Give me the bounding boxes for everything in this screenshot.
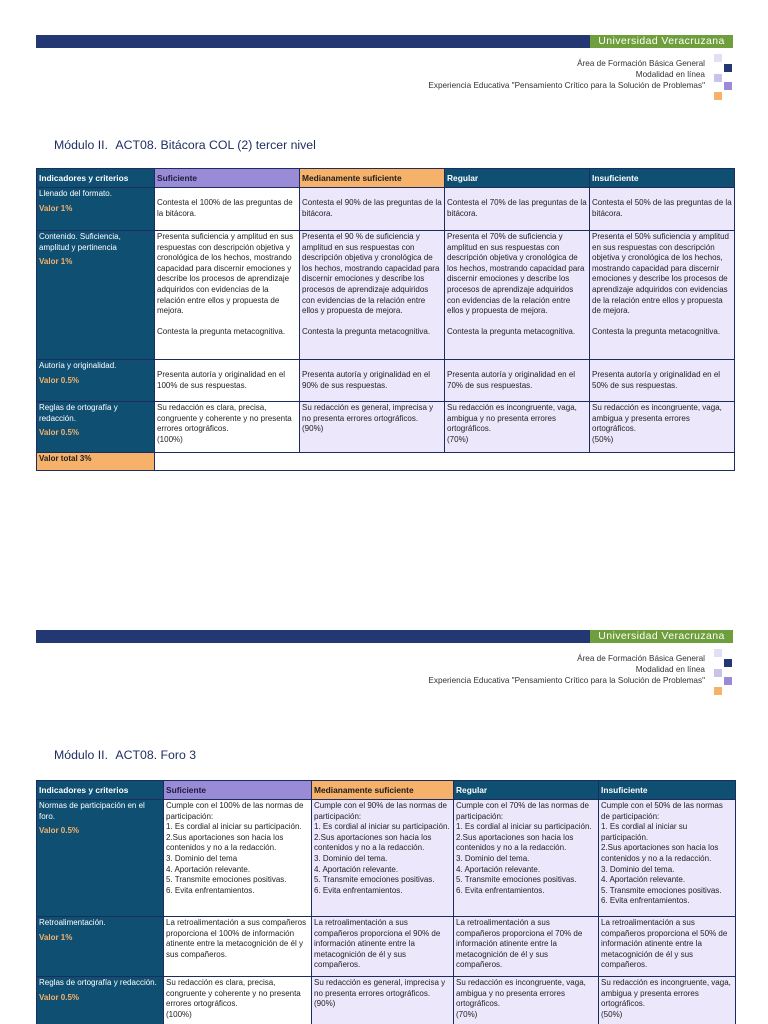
cell-insuficiente: La retroalimentación a sus compañeros proporciona el 50% de información atinente entre la metacognición de él y sus compañeros. <box>599 917 736 977</box>
total-label: Valor total 3% <box>37 453 155 471</box>
criterion-name: Normas de participación en el foro. <box>39 801 145 821</box>
rubric-table <box>36 780 736 1024</box>
cell-regular: Presenta autoría y originalidad en el 70% de sus respuestas. <box>445 360 590 402</box>
header-line-2: Modalidad en línea <box>635 665 705 674</box>
activity-title: ACT08. Bitácora COL (2) tercer nivel <box>115 138 316 152</box>
cell-suficiente: La retroalimentación a sus compañeros proporciona el 100% de información atinente entre la metacognición de él y sus compañeros. <box>164 917 312 977</box>
header-info <box>428 58 705 91</box>
criterion-cell <box>37 188 155 231</box>
header-suficiente: Suficiente <box>164 781 312 800</box>
header-line-2: Modalidad en línea <box>635 70 705 79</box>
cell-regular: Su redacción es incongruente, vaga, ambigua y no presenta errores ortográficos. (70%) <box>445 402 590 453</box>
page-2 <box>0 595 768 1024</box>
table-row <box>37 188 735 231</box>
total-empty-cell <box>155 453 735 471</box>
cell-medianamente: Contesta el 90% de las preguntas de la bitácora. <box>300 188 445 231</box>
cell-medianamente: Su redacción es general, imprecisa y no presenta errores ortográficos. (90%) <box>312 977 454 1024</box>
criterion-value: Valor 0.5% <box>39 826 80 836</box>
criterion-cell <box>37 800 164 917</box>
criterion-name: Retroalimentación. <box>39 918 106 927</box>
cell-suficiente: Contesta el 100% de las preguntas de la bitácora. <box>155 188 300 231</box>
cell-suficiente: Su redacción es clara, precisa, congruente y coherente y no presenta errores ortográficos. (100%) <box>155 402 300 453</box>
criterion-name: Reglas de ortografía y redacción. <box>39 978 157 987</box>
module-label: Módulo II. <box>54 138 108 152</box>
cell-medianamente: Presenta autoría y originalidad en el 90% de sus respuestas. <box>300 360 445 402</box>
criterion-cell <box>37 917 164 977</box>
table-row <box>37 917 736 977</box>
cell-regular: Contesta el 70% de las preguntas de la bitácora. <box>445 188 590 231</box>
header-medianamente: Medianamente suficiente <box>300 169 445 188</box>
criterion-cell <box>37 360 155 402</box>
cell-regular: Presenta el 70% de suficiencia y amplitud en sus respuestas con descripción objetiva y cronológica de los hechos, mostrando capacidad para discernir emociones y describe los procesos de aprendizaje adquiridos con evidencias de la relación entre ellos y propuesta de mejora. Contesta la pregunta metacognitiva. <box>445 231 590 360</box>
cell-suficiente: Presenta autoría y originalidad en el 100% de sus respuestas. <box>155 360 300 402</box>
criterion-value: Valor 0.5% <box>39 992 80 1002</box>
criterion-cell <box>37 402 155 453</box>
header-insuficiente: Insuficiente <box>590 169 735 188</box>
criterion-value: Valor 1% <box>39 932 73 942</box>
table-header-row <box>37 781 736 800</box>
page-title <box>54 138 316 152</box>
table-row <box>37 977 736 1024</box>
cell-regular: La retroalimentación a sus compañeros proporciona el 70% de información atinente entre la metacognición de él y sus compañeros. <box>454 917 599 977</box>
cell-regular: Su redacción es incongruente, vaga, ambigua y no presenta errores ortográficos. (70%) <box>454 977 599 1024</box>
header-insuficiente: Insuficiente <box>599 781 736 800</box>
header-line-1: Área de Formación Básica General <box>577 59 705 68</box>
header-info <box>428 653 705 686</box>
criterion-value: Valor 0.5% <box>39 375 80 385</box>
cell-medianamente: Su redacción es general, imprecisa y no presenta errores ortográficos. (90%) <box>300 402 445 453</box>
criterion-name: Autoría y originalidad. <box>39 361 117 370</box>
criterion-value: Valor 1% <box>39 203 73 213</box>
cell-insuficiente: Presenta el 50% suficiencia y amplitud en sus respuestas con descripción objetiva y cronológica de los hechos, mostrando capacidad para discernir emociones y describe los procesos de aprendizaje adquiridos con evidencias de la relación entre ellos y propuesta de mejora. Contesta la pregunta metacognitiva. <box>590 231 735 360</box>
cell-insuficiente: Cumple con el 50% de las normas de participación: 1. Es cordial al iniciar su participación. 2.Sus aportaciones son hacia los contenidos y no a la redacción. 3. Dominio del tema. 4. Aportación relevante. 5. Transmite emociones positivas. 6. Evita enfrentamientos. <box>599 800 736 917</box>
cell-insuficiente: Presenta autoría y originalidad en el 50% de sus respuestas. <box>590 360 735 402</box>
header-regular: Regular <box>454 781 599 800</box>
cell-insuficiente: Contesta el 50% de las preguntas de la bitácora. <box>590 188 735 231</box>
rubric-table <box>36 168 735 471</box>
cell-medianamente: Cumple con el 90% de las normas de participación: 1. Es cordial al iniciar su participación. 2.Sus aportaciones son hacia los contenidos y no a la redacción. 3. Dominio del tema. 4. Aportación relevante. 5. Transmite emociones positivas. 6. Evita enfrentamientos. <box>312 800 454 917</box>
criterion-cell <box>37 977 164 1024</box>
criterion-name: Contenido. Suficiencia, amplitud y pertinencia <box>39 232 121 252</box>
header-bar <box>36 630 733 643</box>
criterion-value: Valor 1% <box>39 257 73 267</box>
page-title <box>54 748 196 762</box>
criterion-name: Reglas de ortografía y redacción. <box>39 403 118 423</box>
cell-suficiente: Cumple con el 100% de las normas de participación: 1. Es cordial al iniciar su participación. 2.Sus aportaciones son hacia los contenidos y no a la redacción. 3. Dominio del tema 4. Aportación relevante. 5. Transmite emociones positivas. 6. Evita enfrentamientos. <box>164 800 312 917</box>
header-medianamente: Medianamente suficiente <box>312 781 454 800</box>
header-line-3: Experiencia Educativa "Pensamiento Crítico para la Solución de Problemas" <box>428 676 705 685</box>
total-row <box>37 453 735 471</box>
cell-suficiente: Su redacción es clara, precisa, congruente y coherente y no presenta errores ortográficos. (100%) <box>164 977 312 1024</box>
table-header-row <box>37 169 735 188</box>
module-label: Módulo II. <box>54 748 108 762</box>
logo-squares <box>712 54 736 102</box>
header-indicators: Indicadores y criterios <box>37 781 164 800</box>
header-suficiente: Suficiente <box>155 169 300 188</box>
criterion-name: Llenado del formato. <box>39 189 112 198</box>
university-label: Universidad Veracruzana <box>590 630 733 643</box>
header-regular: Regular <box>445 169 590 188</box>
criterion-cell <box>37 231 155 360</box>
university-label: Universidad Veracruzana <box>590 35 733 48</box>
table-row <box>37 231 735 360</box>
cell-suficiente: Presenta suficiencia y amplitud en sus respuestas con descripción objetiva y cronológica de los hechos, mostrando capacidad para discernir emociones y describe los procesos de aprendizaje adquiridos con evidencias de la relación entre ellos y propuesta de mejora. Contesta la pregunta metacognitiva. <box>155 231 300 360</box>
cell-medianamente: Presenta el 90 % de suficiencia y amplitud en sus respuestas con descripción objetiva y cronológica de los hechos, mostrando capacidad para discernir emociones y describe los procesos de aprendizaje adquiridos con evidencias de la relación entre ellos y propuesta de mejora. Contesta la pregunta metacognitiva. <box>300 231 445 360</box>
criterion-value: Valor 0.5% <box>39 428 80 438</box>
header-line-1: Área de Formación Básica General <box>577 654 705 663</box>
table-row <box>37 360 735 402</box>
header-indicators: Indicadores y criterios <box>37 169 155 188</box>
logo-squares <box>712 649 736 697</box>
cell-medianamente: La retroalimentación a sus compañeros proporciona el 90% de información atinente entre la metacognición de él y sus compañeros. <box>312 917 454 977</box>
cell-regular: Cumple con el 70% de las normas de participación: 1. Es cordial al iniciar su participación. 2.Sus aportaciones son hacia los contenidos y no a la redacción. 3. Dominio del tema. 4. Aportación relevante. 5. Transmite emociones positivas. 6. Evita enfrentamientos. <box>454 800 599 917</box>
header-line-3: Experiencia Educativa "Pensamiento Crítico para la Solución de Problemas" <box>428 81 705 90</box>
table-row <box>37 402 735 453</box>
cell-insuficiente: Su redacción es incongruente, vaga, ambigua y presenta errores ortográficos. (50%) <box>590 402 735 453</box>
activity-title: ACT08. Foro 3 <box>115 748 197 762</box>
table-row <box>37 800 736 917</box>
header-bar <box>36 35 733 48</box>
cell-insuficiente: Su redacción es incongruente, vaga, ambigua y presenta errores ortográficos. (50%) <box>599 977 736 1024</box>
